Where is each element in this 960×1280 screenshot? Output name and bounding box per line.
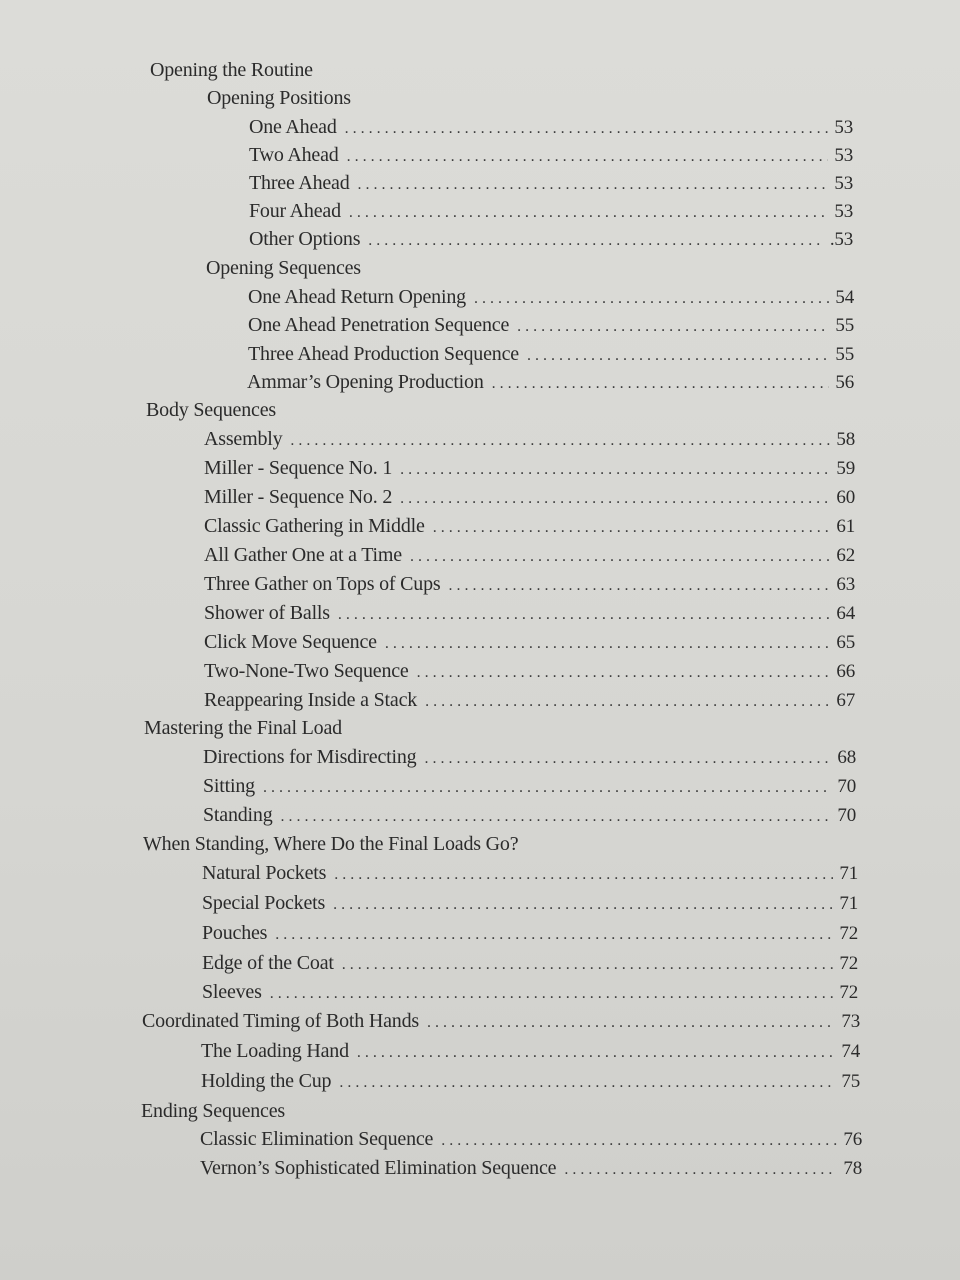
toc-entry (202, 980, 858, 1006)
toc-heading (144, 716, 342, 740)
toc-entry-title: Three Ahead (249, 172, 350, 194)
toc-entry-title: Classic Gathering in Middle (204, 515, 425, 537)
toc-entry (200, 1127, 862, 1153)
toc-entry-page: .53 (829, 229, 853, 250)
toc-entry-page: 72 (839, 953, 858, 974)
toc-entry (204, 543, 855, 569)
dot-leader (349, 201, 829, 225)
dot-leader (338, 603, 831, 627)
dot-leader (564, 1158, 837, 1182)
toc-entry (204, 456, 855, 482)
toc-entry (248, 342, 854, 368)
dot-leader (410, 545, 830, 569)
toc-entry-title: Three Gather on Tops of Cups (204, 573, 441, 595)
toc-entry (248, 313, 854, 339)
dot-leader (385, 632, 831, 656)
toc-entry-title: Edge of the Coat (202, 952, 334, 974)
dot-leader (342, 953, 834, 977)
toc-entry-title: The Loading Hand (201, 1040, 349, 1062)
toc-entry (202, 951, 858, 977)
toc-heading (143, 832, 518, 856)
toc-entry-title: Sleeves (202, 981, 262, 1003)
toc-entry-title: Pouches (202, 922, 268, 944)
toc-entry-page: 53 (834, 145, 853, 166)
toc-heading-title: Body Sequences (146, 399, 276, 421)
toc-entry (203, 774, 856, 800)
dot-leader (347, 145, 829, 169)
dot-leader (339, 1071, 835, 1095)
toc-entry-page: 71 (839, 893, 858, 914)
toc-entry (249, 115, 853, 141)
toc-entry-title: Other Options (249, 228, 361, 250)
toc-entry (204, 688, 855, 714)
toc-entry (204, 601, 855, 627)
toc-entry (204, 485, 855, 511)
toc-entry (202, 921, 858, 947)
toc-entry-title: All Gather One at a Time (204, 544, 402, 566)
toc-heading-title: Mastering the Final Load (144, 717, 342, 739)
toc-entry (249, 199, 853, 225)
toc-entry-title: One Ahead Penetration Sequence (248, 314, 510, 336)
toc-entry-title: Shower of Balls (204, 602, 330, 624)
dot-leader (333, 893, 833, 917)
toc-entry-title: Natural Pockets (202, 862, 327, 884)
toc-entry (249, 143, 853, 169)
toc-entry-page: 61 (836, 516, 855, 537)
toc-heading-title: Coordinated Timing of Both Hands (142, 1010, 419, 1032)
toc-entry-title: Miller - Sequence No. 2 (204, 486, 393, 508)
dot-leader (275, 923, 833, 947)
dot-leader (281, 805, 832, 829)
toc-entry-title: Ammar’s Opening Production (247, 371, 484, 393)
toc-entry (204, 514, 855, 540)
toc-entry-title: Click Move Sequence (204, 631, 377, 653)
dot-leader (425, 690, 830, 714)
dot-leader (270, 982, 834, 1006)
toc-entry-title: Miller - Sequence No. 1 (204, 457, 393, 479)
toc-entry-title: Sitting (203, 775, 255, 797)
dot-leader (474, 287, 829, 311)
dot-leader (263, 776, 831, 800)
toc-entry-page: 53 (834, 173, 853, 194)
toc-entry-page: 62 (836, 545, 855, 566)
toc-heading (146, 398, 276, 422)
toc-heading-title: Opening the Routine (150, 59, 313, 81)
toc-entry-title: Standing (203, 804, 273, 826)
toc-entry-page: 60 (836, 487, 855, 508)
toc-entry-page: 63 (836, 574, 855, 595)
toc-heading (141, 1099, 285, 1123)
toc-entry-page: 78 (843, 1158, 862, 1179)
dot-leader (427, 1011, 835, 1035)
toc-entry-title: Two Ahead (249, 144, 339, 166)
toc-entry-title: Directions for Misdirecting (203, 746, 417, 768)
toc-entry-page: 72 (839, 923, 858, 944)
toc-entry-page: 75 (841, 1071, 860, 1092)
toc-entry (203, 803, 856, 829)
toc-entry-page: 68 (837, 747, 856, 768)
dot-leader (492, 372, 830, 396)
toc-entry (204, 630, 855, 656)
toc-entry-page: 72 (839, 982, 858, 1003)
toc-subheading-title: Opening Positions (207, 87, 351, 109)
dot-leader (357, 1041, 836, 1065)
toc-entry-page: 67 (836, 690, 855, 711)
toc-entry-page: 70 (837, 805, 856, 826)
toc-entry-title: Reappearing Inside a Stack (204, 689, 418, 711)
dot-leader (417, 661, 831, 685)
toc-entry-title: Three Ahead Production Sequence (248, 343, 519, 365)
dot-leader (448, 574, 830, 598)
toc-subheading (206, 256, 361, 280)
dot-leader (527, 344, 829, 368)
toc-entry (200, 1156, 862, 1182)
toc-heading-title: When Standing, Where Do the Final Loads Go? (143, 833, 519, 855)
dot-leader (424, 747, 831, 771)
toc-entry (247, 370, 854, 396)
toc-entry-title: Classic Elimination Sequence (200, 1128, 434, 1150)
dot-leader (441, 1129, 837, 1153)
toc-subheading-title: Opening Sequences (206, 257, 361, 279)
toc-entry-title: Four Ahead (249, 200, 341, 222)
toc-entry (249, 227, 853, 253)
toc-entry (202, 861, 858, 887)
dot-leader (400, 487, 830, 511)
toc-entry-title: One Ahead Return Opening (248, 286, 466, 308)
toc-entry-page: 74 (841, 1041, 860, 1062)
toc-entry-page: 59 (836, 458, 855, 479)
toc-entry-page: 53 (834, 201, 853, 222)
toc-entry-page: 66 (836, 661, 855, 682)
dot-leader (368, 229, 824, 253)
toc-heading (150, 58, 313, 82)
toc-entry (249, 171, 853, 197)
toc-entry-page: 73 (841, 1011, 860, 1032)
toc-entry (204, 659, 855, 685)
dot-leader (358, 173, 829, 197)
toc-entry-page: 54 (835, 287, 854, 308)
toc-entry (204, 427, 855, 453)
toc-heading-title: Ending Sequences (141, 1100, 285, 1122)
toc-entry (204, 572, 855, 598)
toc-entry-title: Special Pockets (202, 892, 326, 914)
dot-leader (517, 315, 829, 339)
dot-leader (433, 516, 831, 540)
toc-entry (202, 891, 858, 917)
toc-entry-page: 53 (834, 117, 853, 138)
toc-entry-page: 71 (839, 863, 858, 884)
toc-entry-title: One Ahead (249, 116, 337, 138)
dot-leader (334, 863, 833, 887)
toc-entry (201, 1039, 860, 1065)
toc-entry-title: Holding the Cup (201, 1070, 332, 1092)
toc-entry (203, 745, 856, 771)
toc-entry-title: Vernon’s Sophisticated Elimination Sequence (200, 1157, 557, 1179)
toc-entry-page: 56 (835, 372, 854, 393)
toc-heading-entry (142, 1009, 860, 1035)
toc-entry (248, 285, 854, 311)
toc-entry-page: 76 (843, 1129, 862, 1150)
toc-entry-page: 55 (835, 344, 854, 365)
toc-entry-page: 58 (836, 429, 855, 450)
dot-leader (345, 117, 829, 141)
dot-leader (290, 429, 830, 453)
toc-entry-page: 65 (836, 632, 855, 653)
toc-entry-title: Assembly (204, 428, 283, 450)
toc-entry-page: 70 (837, 776, 856, 797)
dot-leader (400, 458, 830, 482)
toc-entry-page: 64 (836, 603, 855, 624)
toc-entry-title: Two-None-Two Sequence (204, 660, 409, 682)
toc-subheading (207, 86, 351, 110)
toc-entry (201, 1069, 860, 1095)
toc-entry-page: 55 (835, 315, 854, 336)
